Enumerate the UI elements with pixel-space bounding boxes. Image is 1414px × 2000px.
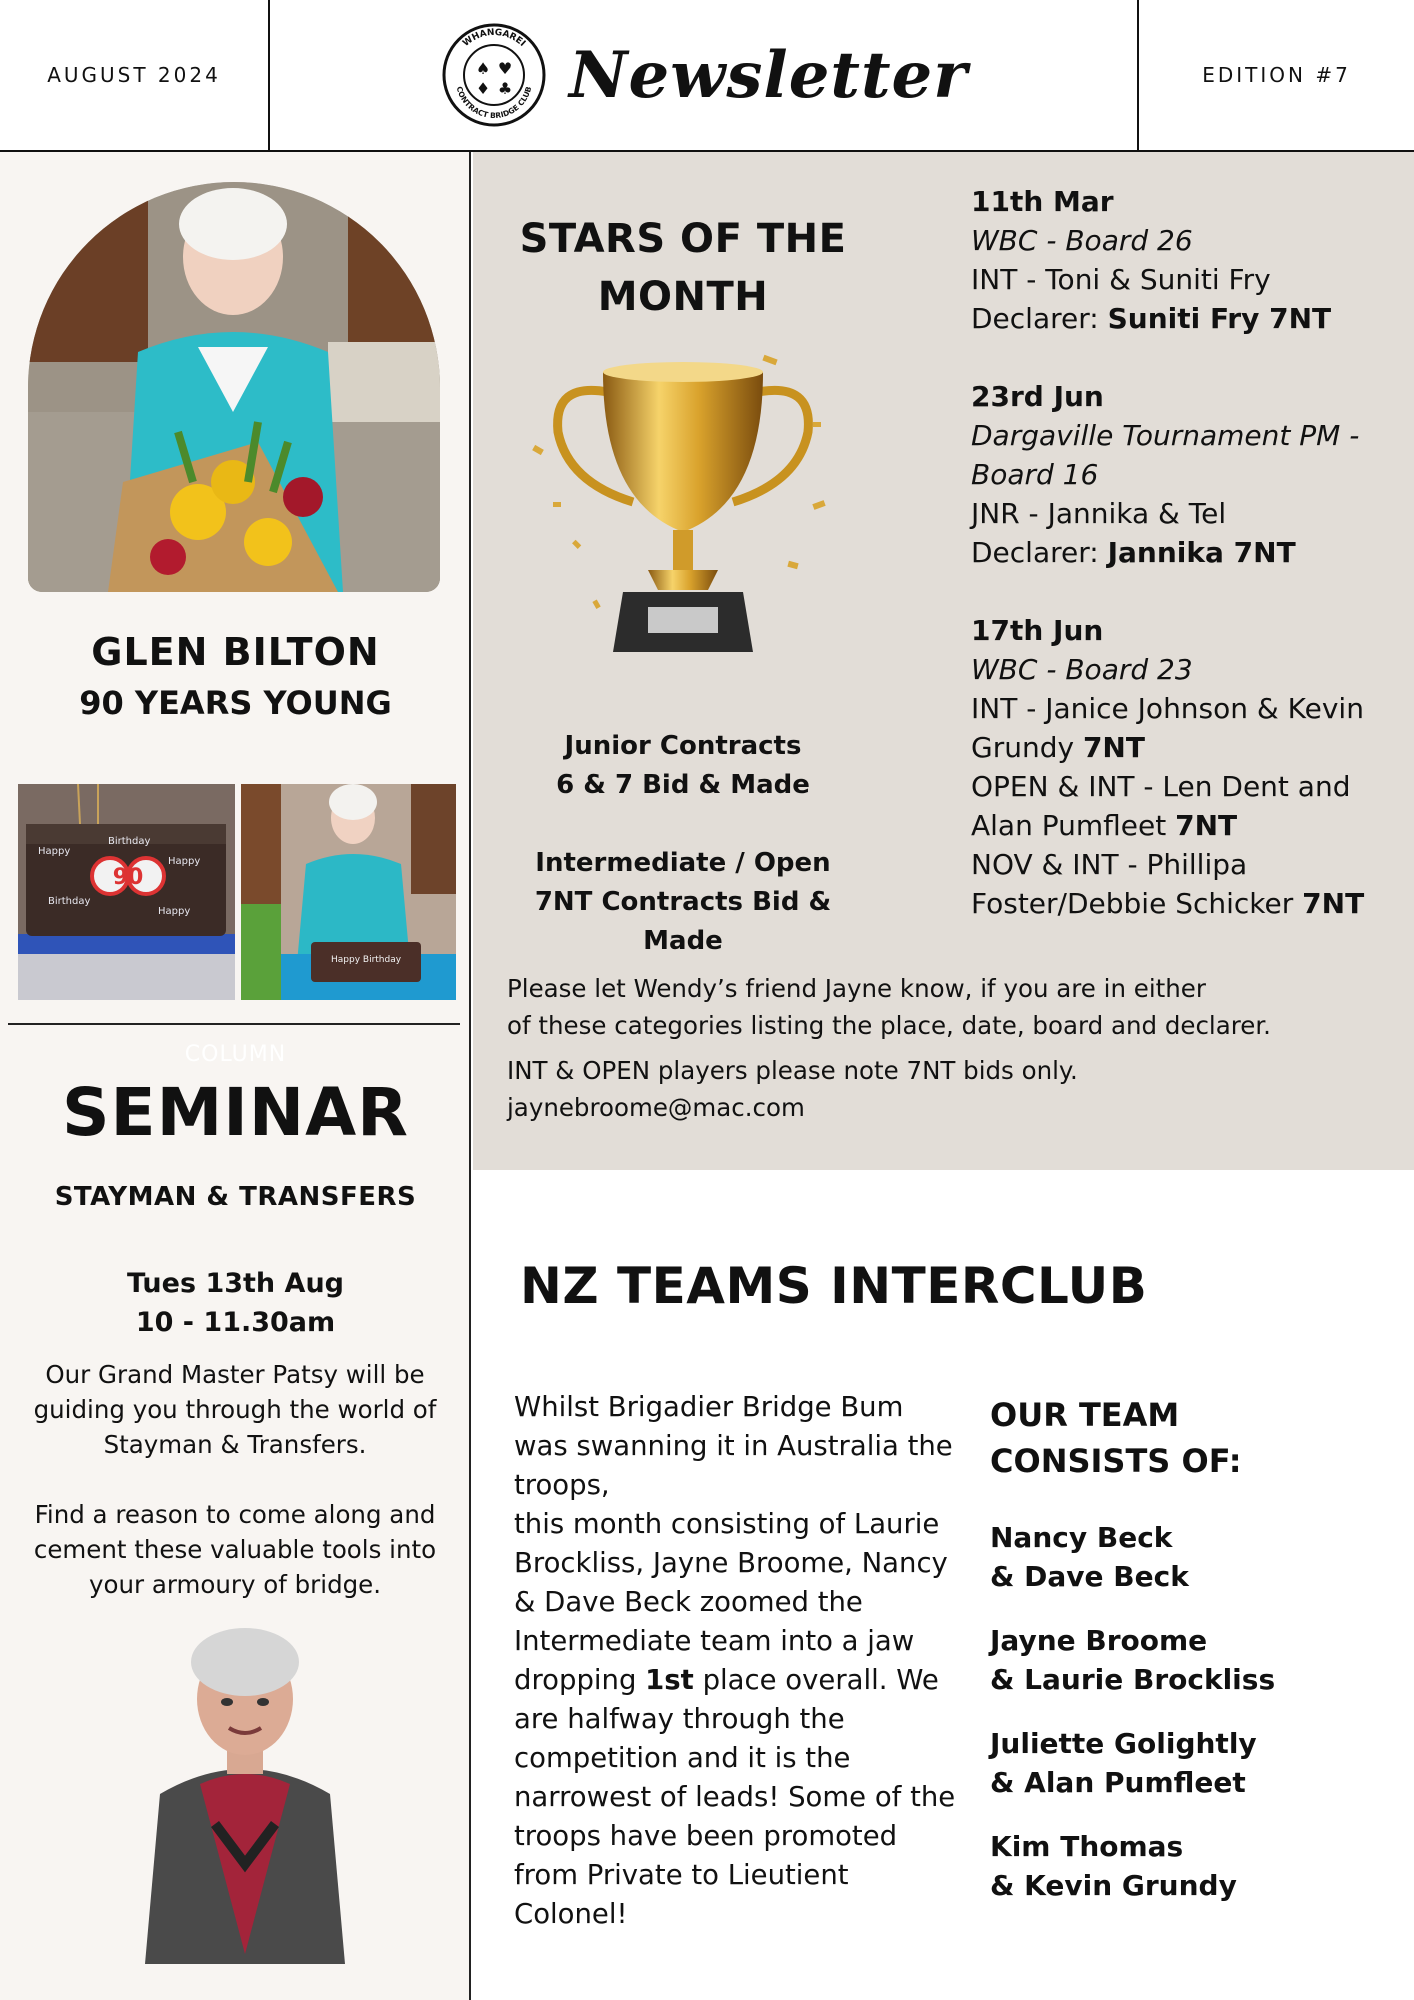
entry-players: JNR - Jannika & Tel — [971, 497, 1227, 530]
team-member: Jayne Broome — [990, 1624, 1208, 1657]
team-member: Kim Thomas — [990, 1830, 1184, 1863]
entry-event: WBC - Board 23 — [971, 653, 1193, 686]
team-heading-line: OUR TEAM — [990, 1396, 1180, 1434]
star-entry — [971, 182, 1411, 338]
svg-text:Happy: Happy — [38, 846, 71, 857]
svg-text:♥: ♥ — [497, 59, 513, 78]
team-pair — [990, 1621, 1390, 1699]
stars-title-line: MONTH — [597, 274, 769, 320]
column-divider — [8, 1023, 460, 1025]
feature-subtitle: 90 YEARS YOUNG — [79, 684, 392, 722]
feature-name: GLEN BILTON — [91, 630, 380, 674]
team-member: & Dave Beck — [990, 1560, 1189, 1593]
club-logo-icon — [441, 22, 547, 128]
svg-text:Happy Birthday: Happy Birthday — [331, 955, 402, 965]
team-member: Juliette Golightly — [990, 1727, 1257, 1760]
story-paragraph: this month consisting of Laurie Brockliss, Jayne Broome, Nancy & Dave Beck zoomed the Intermediate team into a jaw dropping 1st place overall. We are halfway through the competition and it is the narrowest of leads! Some of the troops have been promoted from Private to Lieutient Colonel! — [514, 1508, 956, 1930]
seminar-time: 10 - 11.30am — [135, 1307, 336, 1338]
entry-declarer: Declarer: Jannika 7NT — [971, 536, 1296, 569]
issue-date: AUGUST 2024 — [0, 0, 270, 150]
seminar-date: Tues 13th Aug — [126, 1268, 344, 1299]
svg-text:Birthday: Birthday — [48, 896, 91, 907]
team-heading-line: CONSISTS OF: — [990, 1442, 1242, 1480]
birthday-cake-photo — [18, 784, 235, 1000]
team-member: & Kevin Grundy — [990, 1869, 1237, 1902]
entry-players: INT - Toni & Suniti Fry — [971, 263, 1271, 296]
intermediate-category — [503, 844, 863, 961]
category-line: 6 & 7 Bid & Made — [556, 770, 810, 800]
interclub-title: NZ TEAMS INTERCLUB — [520, 1257, 1148, 1315]
team-member: & Alan Pumfleet — [990, 1766, 1246, 1799]
note-line: INT & OPEN players please note 7NT bids only. — [507, 1056, 1078, 1085]
seminar-topic: STAYMAN & TRANSFERS — [54, 1182, 417, 1212]
category-line: 7NT Contracts Bid & Made — [534, 887, 832, 956]
story-paragraph: Whilst Brigadier Bridge Bum was swanning it in Australia the troops, — [514, 1391, 953, 1501]
entry-players: OPEN & INT - Len Dent and Alan Pumfleet 7NT — [971, 770, 1351, 842]
svg-text:CONTRACT BRIDGE CLUB: CONTRACT BRIDGE CLUB — [454, 85, 534, 121]
glen-cake-photo — [241, 784, 456, 1000]
category-line: Intermediate / Open — [535, 848, 831, 878]
submission-note — [507, 970, 1407, 1126]
entry-event: WBC - Board 26 — [971, 224, 1193, 257]
entry-event: Dargaville Tournament PM - Board 16 — [971, 419, 1360, 491]
cake-number: 90 — [112, 865, 144, 890]
svg-text:WHANGAREI: WHANGAREI — [461, 27, 528, 49]
team-pair — [990, 1724, 1390, 1802]
svg-text:Happy: Happy — [158, 906, 191, 917]
note-line: Please let Wendy’s friend Jayne know, if you are in either — [507, 974, 1206, 1003]
seminar-title: SEMINAR — [62, 1074, 409, 1151]
entry-players: INT - Janice Johnson & Kevin Grundy 7NT — [971, 692, 1364, 764]
seminar-paragraph: Find a reason to come along and cement these valuable tools into your armoury of bridge. — [33, 1500, 437, 1599]
left-column — [0, 152, 471, 2000]
glen-bilton-photo — [28, 182, 440, 592]
team-member: Nancy Beck — [990, 1521, 1173, 1554]
entry-date: 23rd Jun — [971, 380, 1104, 413]
svg-text:Birthday: Birthday — [108, 836, 151, 847]
stars-entries — [971, 182, 1411, 923]
newsletter-header — [0, 0, 1414, 152]
team-pair — [990, 1827, 1390, 1905]
stars-of-the-month-panel — [473, 152, 1414, 1170]
svg-text:Happy: Happy — [168, 856, 201, 867]
category-line: Junior Contracts — [564, 731, 802, 761]
seminar-description — [10, 1357, 460, 1602]
contact-email[interactable]: jaynebroome@mac.com — [507, 1093, 805, 1122]
masthead — [272, 0, 1137, 150]
edition-number: EDITION #7 — [1137, 0, 1414, 150]
note-line: of these categories listing the place, date, board and declarer. — [507, 1011, 1271, 1040]
team-member: & Laurie Brockliss — [990, 1663, 1276, 1696]
stars-title — [513, 210, 853, 326]
star-entry — [971, 377, 1411, 572]
team-pair — [990, 1518, 1390, 1596]
patsy-photo — [135, 1624, 355, 1964]
entry-date: 17th Jun — [971, 614, 1104, 647]
star-entry — [971, 611, 1411, 923]
entry-declarer: Declarer: Suniti Fry 7NT — [971, 302, 1332, 335]
team-heading — [990, 1392, 1390, 1484]
svg-text:♠: ♠ — [475, 59, 491, 78]
stars-title-line: STARS OF THE — [519, 216, 847, 262]
interclub-story — [514, 1388, 964, 1934]
entry-players: NOV & INT - Phillipa Foster/Debbie Schicker 7NT — [971, 848, 1365, 920]
svg-text:♣: ♣ — [497, 79, 513, 98]
categories — [503, 727, 863, 961]
team-list — [990, 1518, 1390, 1905]
junior-category — [503, 727, 863, 805]
entry-date: 11th Mar — [971, 185, 1114, 218]
seminar-paragraph: Our Grand Master Patsy will be guiding you through the world of Stayman & Transfers. — [33, 1360, 437, 1459]
column-label: COLUMN — [184, 1042, 287, 1067]
trophy-icon — [513, 352, 853, 672]
newsletter-title: Newsletter — [569, 37, 968, 113]
seminar-schedule — [0, 1264, 471, 1342]
svg-text:♦: ♦ — [475, 79, 491, 98]
